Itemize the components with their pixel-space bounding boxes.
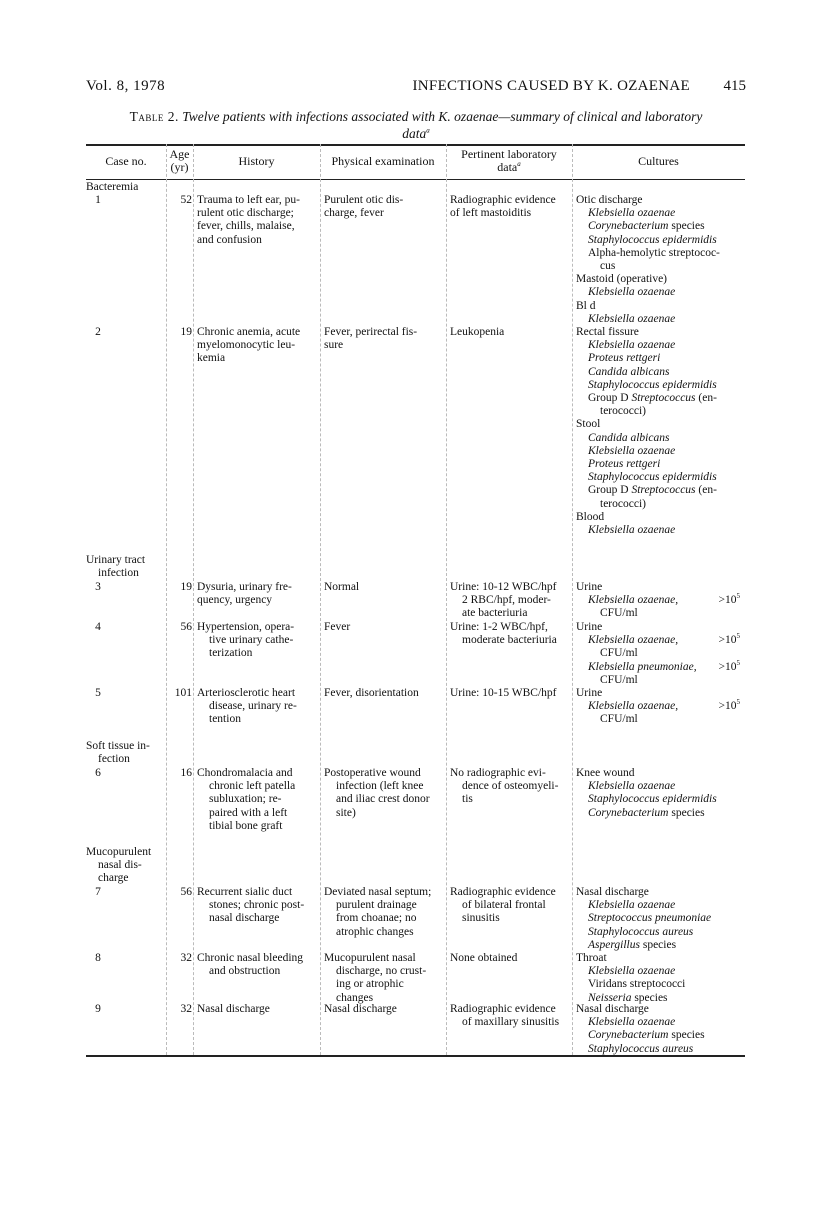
case-number: 4	[95, 621, 101, 633]
organism: Klebsiella ozaenae	[588, 899, 676, 912]
case-number: 1	[95, 194, 101, 206]
organism-suffix: species	[639, 938, 677, 951]
lab-data	[450, 886, 572, 926]
culture-source: Urine	[576, 621, 603, 633]
organism: Klebsiella ozaenae,	[588, 594, 679, 607]
culture-source: Nasal discharge	[576, 1003, 649, 1015]
lab-data	[450, 581, 572, 621]
lab-line: of bilateral frontal	[462, 899, 546, 912]
organism: Aspergillus	[588, 938, 640, 951]
cultures	[576, 194, 744, 326]
cultures	[576, 687, 744, 727]
physical-line: charge, fever	[324, 207, 384, 220]
physical-line: from choanae; no	[336, 912, 417, 925]
organism: Klebsiella ozaenae	[588, 524, 676, 537]
lab-line: of left mastoiditis	[450, 207, 532, 220]
physical-line: Mucopurulent nasal	[324, 952, 416, 964]
header-lab	[446, 144, 572, 178]
caption-text-cont: data	[402, 126, 427, 141]
history-line: Chondromalacia and	[197, 767, 293, 779]
colony-count-exponent: 5	[736, 592, 740, 601]
organism: Klebsiella ozaenae	[588, 780, 676, 793]
organism-cont: cus	[600, 260, 616, 273]
physical-line: Postoperative wound	[324, 767, 421, 779]
physical-line: Fever, perirectal fis-	[324, 326, 418, 338]
lab-line: of maxillary sinusitis	[462, 1016, 560, 1029]
header-case: Case no.	[105, 153, 147, 168]
culture-source: Rectal fissure	[576, 326, 639, 338]
running-head	[86, 78, 746, 98]
organism-prefix: Group D	[588, 484, 632, 497]
organism: Proteus rettgeri	[588, 458, 661, 471]
lab-line: dence of osteomyeli-	[462, 780, 559, 793]
age: 101	[174, 687, 192, 699]
header-age	[166, 144, 193, 178]
organism: Klebsiella ozaenae	[588, 1016, 676, 1029]
lab-line: Leukopenia	[450, 326, 505, 338]
history	[197, 194, 317, 247]
history-line: fever, chills, malaise,	[197, 220, 295, 233]
history-line: rulent otic discharge;	[197, 207, 294, 220]
lab-line: No radiographic evi-	[450, 767, 546, 779]
physical-exam	[324, 581, 446, 594]
physical-exam	[324, 621, 446, 634]
physical-exam	[324, 952, 446, 1005]
case-number: 3	[95, 581, 101, 593]
culture-source: Stool	[576, 418, 601, 431]
case-number: 5	[95, 687, 101, 699]
history	[197, 621, 317, 661]
age: 56	[180, 886, 192, 898]
physical-line: atrophic changes	[336, 925, 414, 938]
history-line: Recurrent sialic duct	[197, 886, 293, 898]
lab-data	[450, 621, 572, 647]
physical-exam	[324, 767, 446, 820]
group-label-cont: infection	[98, 567, 139, 580]
volume-label: Vol. 8, 1978	[86, 78, 166, 94]
age: 32	[180, 952, 192, 964]
column-divider	[572, 144, 574, 1055]
culture-source: Bl d	[576, 299, 596, 312]
organism-cont: terococci)	[600, 497, 646, 510]
cultures	[576, 1003, 744, 1056]
age: 32	[180, 1003, 192, 1015]
history	[197, 886, 317, 926]
organism: Klebsiella ozaenae	[588, 286, 676, 299]
colony-count-exponent: 5	[736, 698, 740, 707]
table-caption	[86, 108, 746, 142]
physical-exam	[324, 194, 446, 220]
history-line: kemia	[197, 352, 226, 365]
organism: Streptococcus	[631, 392, 696, 405]
column-divider	[320, 144, 322, 1055]
organism: Klebsiella ozaenae,	[588, 634, 679, 647]
lab-line: tis	[462, 793, 473, 806]
organism: Staphylococcus epidermidis	[588, 471, 717, 484]
history-line: tive urinary cathe-	[209, 634, 294, 647]
history-line: Nasal discharge	[197, 1003, 270, 1015]
cultures	[576, 886, 744, 952]
colony-unit: CFU/ml	[600, 607, 638, 620]
history-line: Hypertension, opera-	[197, 621, 295, 633]
lab-data	[450, 1003, 572, 1029]
lab-data	[450, 952, 572, 965]
organism: Candida albicans	[588, 365, 670, 378]
history	[197, 687, 317, 727]
organism: Klebsiella ozaenae	[588, 965, 676, 978]
physical-line: Deviated nasal septum;	[324, 886, 432, 898]
group-mucopurulent	[86, 846, 166, 886]
age: 19	[180, 326, 192, 338]
case-number: 9	[95, 1003, 101, 1015]
history	[197, 581, 317, 607]
case-number: 2	[95, 326, 101, 338]
culture-source: Nasal discharge	[576, 886, 649, 898]
colony-count: >10	[718, 594, 737, 607]
physical-exam	[324, 1003, 446, 1016]
physical-line: infection (left knee	[336, 780, 424, 793]
group-label-cont: charge	[98, 872, 129, 885]
organism: Klebsiella pneumoniae,	[588, 660, 697, 673]
age: 16	[180, 767, 192, 779]
header-cultures: Cultures	[638, 153, 679, 168]
history	[197, 952, 317, 978]
cultures	[576, 767, 744, 820]
history-line: Dysuria, urinary fre-	[197, 581, 292, 593]
organism: Klebsiella ozaenae,	[588, 700, 679, 713]
header-age-l1: Age	[169, 147, 190, 161]
lab-data	[450, 687, 572, 700]
history-line: disease, urinary re-	[209, 700, 297, 713]
physical-exam	[324, 326, 446, 352]
colony-unit: CFU/ml	[600, 647, 638, 660]
physical-line: Normal	[324, 581, 360, 593]
lab-line: moderate bacteriuria	[462, 634, 557, 647]
group-soft-tissue	[86, 740, 166, 766]
header-history: History	[238, 153, 275, 168]
header-lab-mark: a	[517, 160, 521, 168]
colony-unit: CFU/ml	[600, 673, 638, 686]
case-number: 7	[95, 886, 101, 898]
lab-data	[450, 326, 572, 339]
physical-line: sure	[324, 339, 344, 352]
cultures	[576, 581, 744, 621]
physical-line: site)	[336, 806, 356, 819]
age: 19	[180, 581, 192, 593]
organism: Klebsiella ozaenae	[588, 339, 676, 352]
group-label: Bacteremia	[86, 181, 139, 193]
colony-count: >10	[718, 700, 737, 713]
history-line: and obstruction	[209, 965, 281, 978]
history	[197, 767, 317, 833]
physical-line: purulent drainage	[336, 899, 417, 912]
lab-line: sinusitis	[462, 912, 500, 925]
history-line: Arteriosclerotic heart	[197, 687, 296, 699]
lab-line: Urine: 1-2 WBC/hpf,	[450, 621, 548, 633]
clinical-data-table	[86, 144, 745, 1057]
group-uti	[86, 554, 166, 580]
physical-exam	[324, 886, 446, 939]
header-lab-l2: data	[497, 160, 518, 174]
organism: Candida albicans	[588, 431, 670, 444]
culture-source: Urine	[576, 687, 603, 699]
organism: Alpha-hemolytic streptococ-	[588, 246, 720, 259]
lab-line: Radiographic evidence	[450, 194, 556, 206]
history-line: stones; chronic post-	[209, 899, 305, 912]
organism-suffix: species	[668, 220, 705, 233]
colony-count-exponent: 5	[736, 658, 740, 667]
column-divider	[446, 144, 448, 1055]
physical-line: discharge, no crust-	[336, 965, 427, 978]
history-line: tibial bone graft	[209, 819, 283, 832]
organism: Viridans streptococci	[588, 978, 686, 991]
physical-line: Purulent otic dis-	[324, 194, 404, 206]
cultures	[576, 326, 744, 537]
organism: Klebsiella ozaenae	[588, 444, 676, 457]
colony-unit: CFU/ml	[600, 713, 638, 726]
colony-count: >10	[718, 634, 737, 647]
physical-line: changes	[336, 991, 374, 1004]
organism: Klebsiella ozaenae	[588, 312, 676, 325]
history-line: and confusion	[197, 233, 262, 246]
organism: Proteus rettgeri	[588, 352, 661, 365]
header-lab-l1: Pertinent laboratory	[461, 147, 557, 161]
group-bacteremia	[86, 181, 166, 194]
lab-line: None obtained	[450, 952, 518, 964]
organism: Streptococcus pneumoniae	[588, 912, 712, 925]
caption-text: Twelve patients with infections associated with K. ozaenae—summary of clinical and laboratory	[182, 109, 703, 124]
history-line: chronic left patella	[209, 780, 296, 793]
age: 52	[180, 194, 192, 206]
colony-count-exponent: 5	[736, 632, 740, 641]
physical-line: Fever, disorientation	[324, 687, 419, 699]
organism: Streptococcus	[631, 484, 696, 497]
physical-line: Fever	[324, 621, 351, 633]
organism-suffix: (en-	[695, 484, 717, 497]
history-line: paired with a left	[209, 806, 288, 819]
age: 56	[180, 621, 192, 633]
culture-source: Blood	[576, 510, 605, 523]
organism: Staphylococcus epidermidis	[588, 793, 717, 806]
history	[197, 326, 317, 366]
lab-line: Radiographic evidence	[450, 1003, 556, 1015]
history-line: terization	[209, 647, 253, 660]
table-label: Table 2.	[129, 109, 179, 124]
culture-source: Knee wound	[576, 767, 635, 779]
culture-source: Urine	[576, 581, 603, 593]
organism: Staphylococcus aureus	[588, 925, 694, 938]
history	[197, 1003, 317, 1016]
header-physical: Physical examination	[331, 153, 435, 168]
organism: Staphylococcus epidermidis	[588, 378, 717, 391]
lab-line: Radiographic evidence	[450, 886, 556, 898]
organism-suffix: species	[668, 806, 705, 819]
history-line: myelomonocytic leu-	[197, 339, 296, 352]
history-line: quency, urgency	[197, 594, 273, 607]
column-divider	[166, 144, 168, 1055]
organism: Corynebacterium	[588, 806, 669, 819]
group-label: Mucopurulent	[86, 846, 152, 858]
cultures	[576, 952, 744, 1005]
culture-source: Throat	[576, 952, 607, 964]
physical-line: Nasal discharge	[324, 1003, 397, 1015]
group-label-cont: nasal dis-	[98, 859, 142, 872]
organism: Corynebacterium	[588, 220, 669, 233]
history-line: tention	[209, 713, 241, 726]
group-label-cont: fection	[98, 753, 130, 766]
lab-data	[450, 767, 572, 807]
page-number: 415	[723, 78, 746, 94]
physical-exam	[324, 687, 446, 700]
lab-line: Urine: 10-12 WBC/hpf	[450, 581, 557, 593]
case-number: 6	[95, 767, 101, 779]
colony-count: >10	[718, 660, 737, 673]
physical-line: and iliac crest donor	[336, 793, 430, 806]
organism: Corynebacterium	[588, 1029, 669, 1042]
organism-prefix: Group D	[588, 392, 632, 405]
organism: Neisseria	[588, 991, 632, 1004]
group-label: Soft tissue in-	[86, 740, 150, 752]
case-number: 8	[95, 952, 101, 964]
organism: Staphylococcus epidermidis	[588, 233, 717, 246]
history-line: subluxation; re-	[209, 793, 282, 806]
lab-line: ate bacteriuria	[462, 607, 528, 620]
physical-line: ing or atrophic	[336, 978, 404, 991]
organism-suffix: species	[631, 991, 668, 1004]
organism: Staphylococcus aureus	[588, 1042, 694, 1055]
history-line: Chronic nasal bleeding	[197, 952, 304, 964]
history-line: Trauma to left ear, pu-	[197, 194, 300, 206]
lab-line: 2 RBC/hpf, moder-	[462, 594, 551, 607]
article-short-title: INFECTIONS CAUSED BY K. OZAENAE	[412, 78, 690, 94]
header-age-l2: (yr)	[170, 160, 189, 174]
culture-source: Otic discharge	[576, 194, 643, 206]
history-line: nasal discharge	[209, 912, 280, 925]
history-line: Chronic anemia, acute	[197, 326, 301, 338]
column-divider	[193, 144, 195, 1055]
culture-source: Mastoid (operative)	[576, 273, 668, 286]
organism-suffix: (en-	[695, 392, 717, 405]
cultures	[576, 621, 744, 687]
organism: Klebsiella ozaenae	[588, 207, 676, 220]
caption-footnote-mark: a	[426, 126, 430, 135]
header-rule	[86, 179, 745, 180]
organism-suffix: species	[668, 1029, 705, 1042]
group-label: Urinary tract	[86, 554, 146, 566]
lab-data	[450, 194, 572, 220]
lab-line: Urine: 10-15 WBC/hpf	[450, 687, 557, 699]
organism-cont: terococci)	[600, 405, 646, 418]
